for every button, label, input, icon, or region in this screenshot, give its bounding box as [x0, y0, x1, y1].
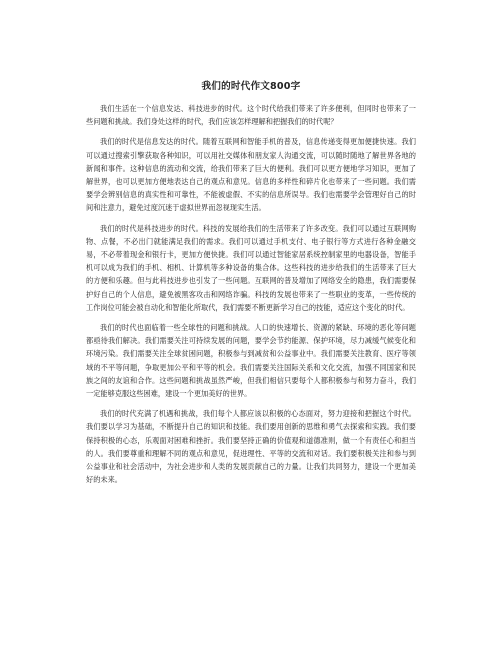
document-title: 我们的时代作文800字	[201, 81, 301, 92]
paragraph-conclusion: 我们的时代充满了机遇和挑战，我们每个人都应该以积极的心态面对，努力迎接和把握这个时代。我们要以学习为基础，不断提升自己的知识和技能。我们要用创新的思维和勇气去探索和实践。我们要保持积极的心态，乐观面对困难和挫折。我们要坚持正确的价值观和道德准则，做一个有责任心和担当的人。我们要尊重和理解不同的观点和意见，促进理性、平等的交流和对话。我们要积极关注和参与到公益事业和社会活动中，为社会进步和人类的发展贡献自己的力量。让我们共同努力，建设一个更加美好的未来。	[86, 409, 416, 485]
paragraph-technology: 我们的时代是科技进步的时代。科技的发展给我们的生活带来了许多改变。我们可以通过互联网购物、点餐，不必出门就能满足我们的需求。我们可以通过手机支付、电子银行等方式进行各种金融交易，不必带着现金和银行卡，更加方便快捷。我们可以通过智能家居系统控制家里的电器设备，智能手机可以成为我们的手机、相机、计算机等多种设备的集合体。这些科技的进步给我们的生活带来了巨大的方便和乐趣。但与此科技进步也引发了一些问题。互联网的普及增加了网络安全的隐患，我们需要保护好自己的个人信息，避免被黑客攻击和网络诈骗。科技的发展也带来了一些职业的变革，一些传统的工作岗位可能会被自动化和智能化所取代，我们需要不断更新学习自己的技能，适应这个变化的时代。	[86, 223, 416, 312]
paragraph-intro: 我们生活在一个信息发达、科技进步的时代。这个时代给我们带来了许多便利，但同时也带来了一些问题和挑战。我们身处这样的时代，我们应该怎样理解和把握我们的时代呢？	[86, 104, 416, 127]
paragraph-global-challenges: 我们的时代也面临着一些全球性的问题和挑战。人口的快速增长、资源的紧缺、环境的恶化等问题都亟待我们解决。我们需要关注可持续发展的问题，要学会节约能源、保护环境，尽力减缓气候变化和环境污染。我们需要关注全球贫困问题，积极参与到减贫和公益事业中。我们需要关注教育、医疗等领域的不平等问题，争取更加公平和平等的机会。我们需要关注国际关系和文化交流，加强不同国家和民族之间的友谊和合作。这些问题和挑战虽然严峻，但我们相信只要每个人都积极参与和努力奋斗，我们一定能够克服这些困难，建设一个更加美好的世界。	[86, 323, 416, 399]
paragraph-information-age: 我们的时代是信息发达的时代。随着互联网和智能手机的普及，信息传递变得更加便捷快速。我们可以通过搜索引擎获取各种知识，可以用社交媒体和朋友家人沟通交流，可以随时随地了解世界各地的新闻和事件。这种信息的流动和交流，给我们带来了巨大的便利。我们可以更方便地学习知识，更加了解世界，也可以更加方便地表达自己的观点和意见。信息的多样性和碎片化也带来了一些问题。我们需要学会辨别信息的真实性和可靠性，不能被虚假、不实的信息所误导。我们也需要学会管理好自己的时间和注意力，避免过度沉迷于虚拟世界而忽视现实生活。	[86, 137, 416, 213]
document-page	[86, 78, 416, 493]
